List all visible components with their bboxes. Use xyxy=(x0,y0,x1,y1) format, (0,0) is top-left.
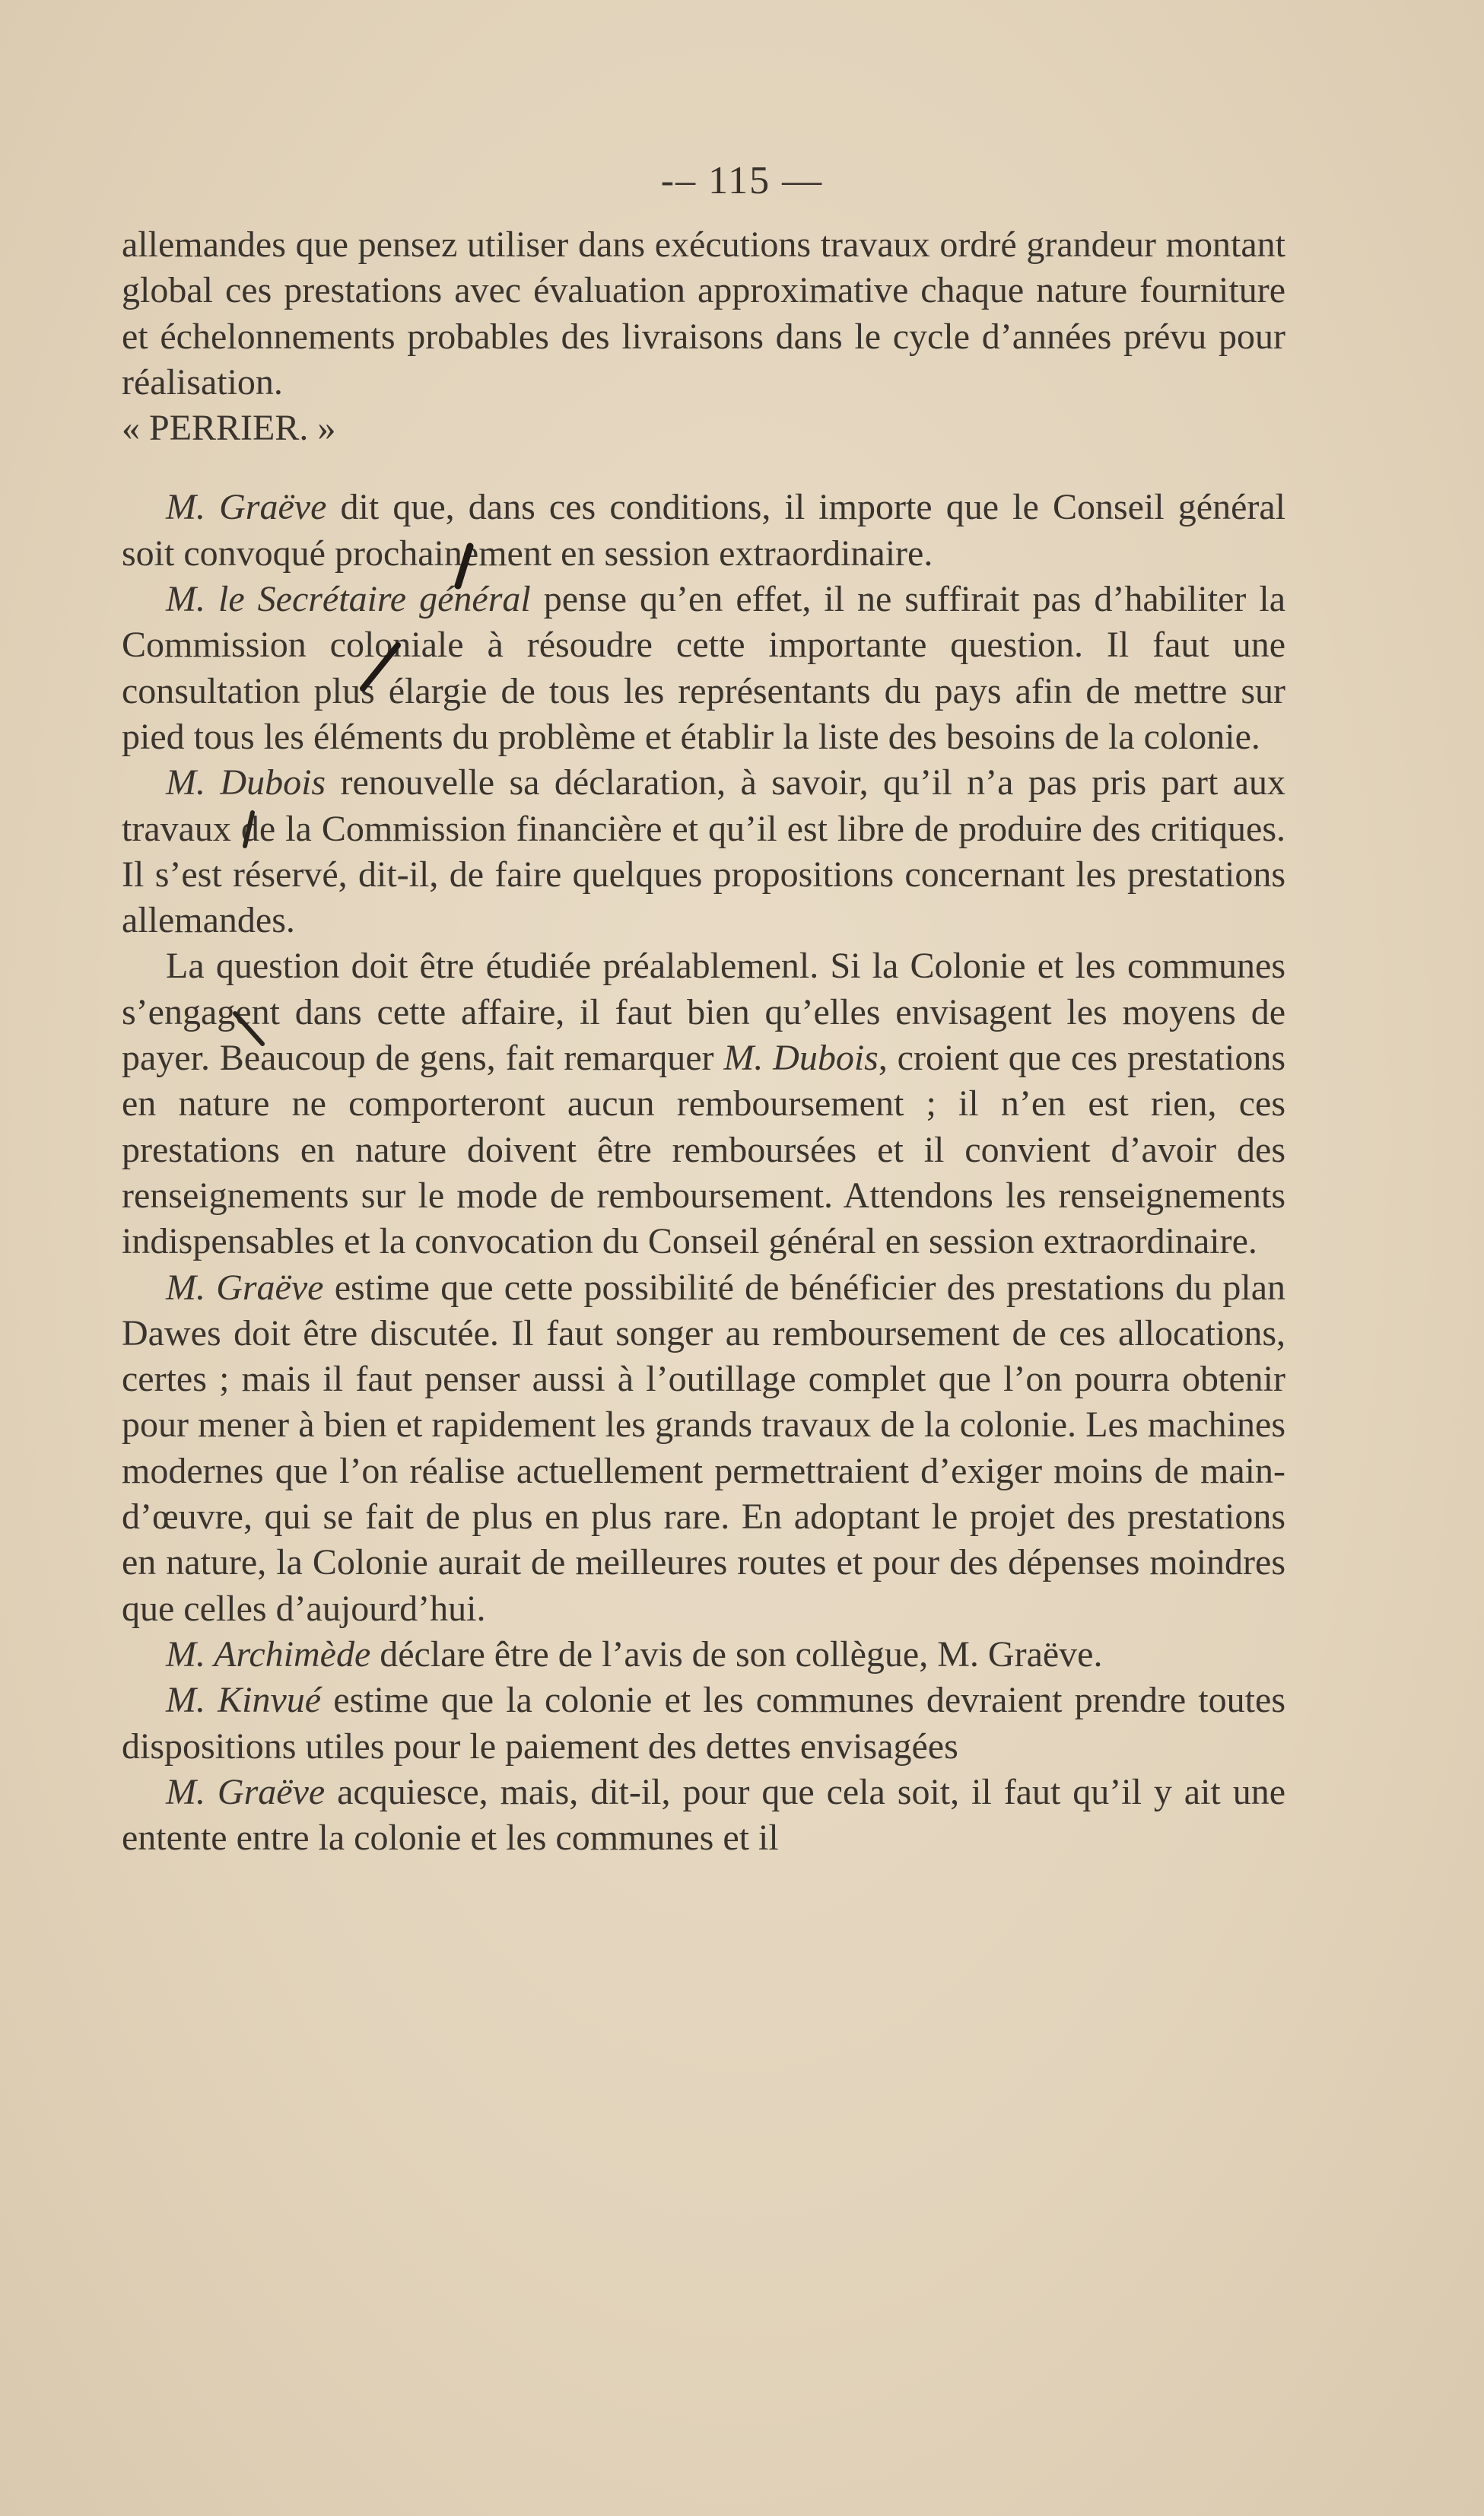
paragraph-dubois-2 xyxy=(122,943,1285,1264)
paragraph-text: pense qu’en effet, il ne suffirait pas d’habiliter la Commission coloniale à résoudre cette importante question. Il faut une consultation plus élargie de tous les représentants du pays afin de mettre sur pied tous les éléments du problème et établir la liste des besoins de la colonie. xyxy=(122,579,1285,757)
paragraph-text-after: , croient que ces prestations en nature ne comporteront aucun remboursement ; il n’en est rien, ces prestations en nature doivent être remboursées et il convient d’avoir des renseignements sur le mode de remboursement. Attendons les renseignements indispensables et la convocation du Conseil général en session extraordinaire. xyxy=(122,1038,1285,1262)
paragraph-text: estime que la colonie et les communes devraient prendre toutes dispositions utiles pour le paiement des dettes envisagées xyxy=(122,1680,1285,1767)
speaker-name: M. le Secrétaire général xyxy=(166,579,531,620)
paragraph-dubois-1 xyxy=(122,760,1285,943)
speaker-name: M. Graëve xyxy=(166,1267,324,1308)
paragraph-text: acquiesce, mais, dit-il, pour que cela soit, il faut qu’il y ait une entente entre la colonie et les communes et il xyxy=(122,1771,1285,1859)
signature-perrier: « PERRIER. » xyxy=(122,408,336,449)
paragraph-text: déclare être de l’avis de son collègue, M. Graëve. xyxy=(370,1633,1103,1675)
paragraph-text: La question doit être étudiée préalablemenl. Si la Colonie et les communes s’engagent dans cette affaire, il faut bien qu’elles envisagent les moyens de payer. Beaucoup de gens, fait remarquer xyxy=(122,946,1285,1079)
speaker-name: M. Kinvué xyxy=(166,1680,322,1721)
speaker-name: M. Archimède xyxy=(166,1633,371,1675)
paragraph-kinvue xyxy=(122,1678,1285,1770)
paragraph-text: estime que cette possibilité de bénéficier des prestations du plan Dawes doit être discutée. Il faut songer au remboursement de ces allocations, certes ; mais il faut penser aussi à l’outillage complet que l’on pourra obtenir pour mener à bien et rapidement les grands travaux de la colonie. Les machines modernes que l’on réalise actuellement permettraient d’exiger moins de main-d’œuvre, qui se fait de plus en plus rare. En adoptant le projet des prestations en nature, la Colonie aurait de meilleures routes et pour des dépenses moindres que celles d’aujourd’hui. xyxy=(122,1267,1285,1629)
paragraph-graeve-2 xyxy=(122,1265,1285,1632)
paragraph-archimede xyxy=(122,1632,1285,1678)
speaker-name: M. Dubois xyxy=(166,762,326,803)
paragraph-text: allemandes que pensez utiliser dans exécutions travaux ordré grandeur montant global ces prestations avec évaluation approximative chaque nature fourniture et échelonnements probables des livraisons dans le cycle d’années prévu pour réalisation. xyxy=(122,224,1285,402)
paragraph-text: dit que, dans ces conditions, il importe que le Conseil général soit convoqué prochainement en session extraordinaire. xyxy=(122,487,1285,574)
speaker-name: M. Graëve xyxy=(166,1771,326,1812)
page-number: -– 115 — xyxy=(660,159,824,202)
body-text xyxy=(122,222,1285,1861)
paragraph-graeve-1 xyxy=(122,485,1285,577)
speaker-name-inline: M. Dubois xyxy=(723,1038,879,1079)
paragraph-secretaire xyxy=(122,577,1285,760)
paragraph-text: renouvelle sa déclaration, à savoir, qu’il n’a pas pris part aux travaux de la Commission financière et qu’il est libre de produire des critiques. Il s’est réservé, dit-il, de faire quelques propositions concernant les prestations allemandes. xyxy=(122,762,1286,941)
paragraph-telegram-end xyxy=(122,222,1285,406)
paragraph-graeve-3 xyxy=(122,1770,1285,1862)
speaker-name: M. Graëve xyxy=(166,487,327,528)
